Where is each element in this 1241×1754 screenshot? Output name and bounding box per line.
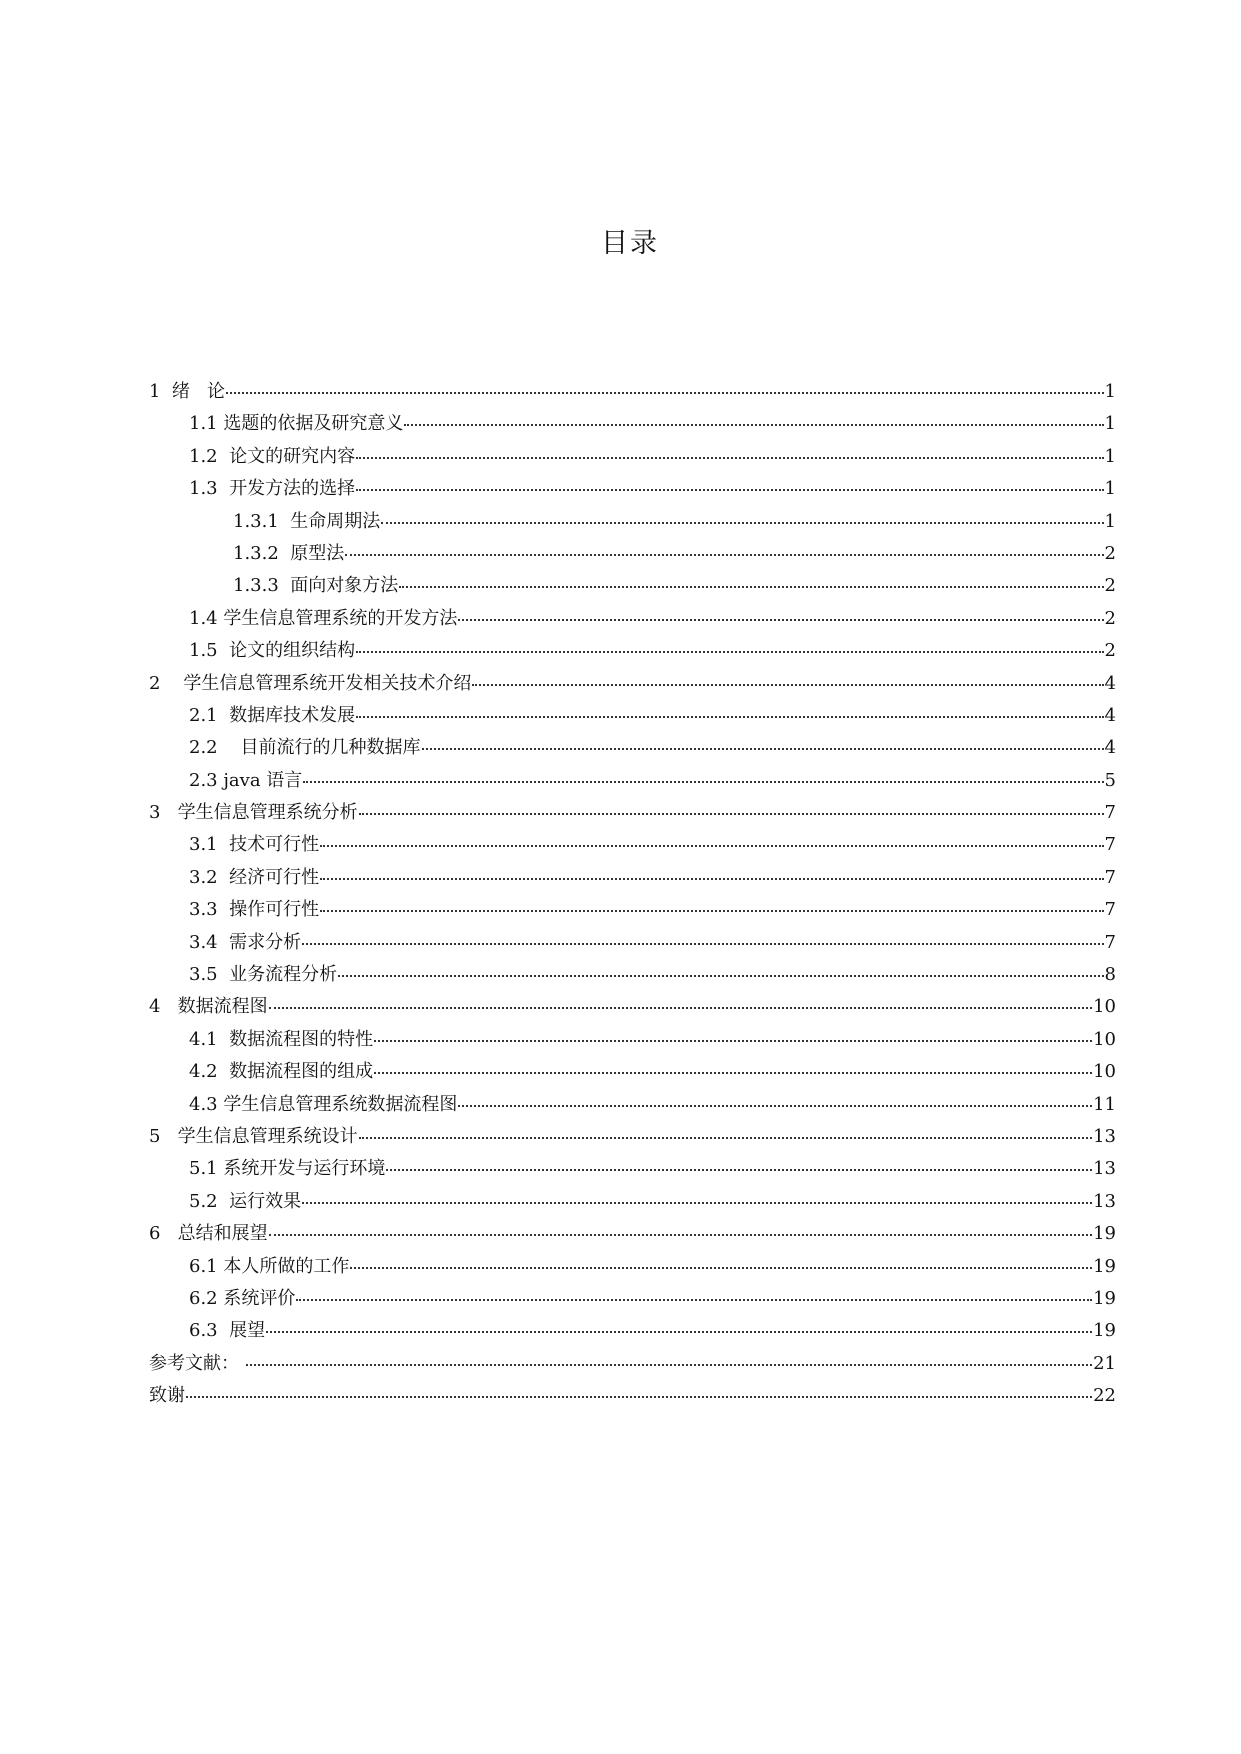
toc-entry[interactable]	[149, 635, 1116, 667]
toc-entry[interactable]	[149, 506, 1116, 538]
toc-entry-label: 2 学生信息管理系统开发相关技术介绍	[149, 672, 472, 694]
toc-entry-page: 19	[1093, 1255, 1116, 1277]
dot-leader	[266, 1330, 1092, 1333]
toc-entry-page: 19	[1093, 1320, 1116, 1342]
dot-leader	[356, 650, 1103, 653]
toc-entry-label: 6.2 系统评价	[189, 1287, 296, 1309]
toc-entry-label: 3.1 技术可行性	[189, 834, 320, 856]
toc-entry[interactable]	[149, 1056, 1116, 1088]
toc-entry[interactable]	[149, 570, 1116, 602]
dot-leader	[458, 1104, 1092, 1107]
toc-entry-page: 1	[1104, 381, 1116, 402]
toc-entry[interactable]	[149, 408, 1116, 440]
toc-entry-page: 13	[1093, 1125, 1116, 1147]
toc-entry-page: 13	[1093, 1190, 1116, 1212]
dot-leader	[320, 844, 1103, 847]
dot-leader	[269, 1233, 1092, 1236]
toc-entry-page: 13	[1093, 1158, 1116, 1180]
toc-entry-page: 1	[1104, 413, 1116, 435]
toc-entry-page: 7	[1104, 931, 1116, 953]
toc-entry[interactable]	[149, 1089, 1116, 1121]
dot-leader	[320, 877, 1103, 880]
toc-entry-page: 1	[1104, 510, 1116, 532]
dot-leader	[226, 391, 1103, 394]
toc-entry-page: 7	[1104, 866, 1116, 888]
toc-entry-label: 3.2 经济可行性	[189, 866, 320, 888]
toc-entry-label: 1.3.2 原型法	[233, 542, 345, 564]
toc-entry[interactable]	[149, 991, 1116, 1023]
dot-leader	[374, 1071, 1092, 1074]
toc-entry[interactable]	[149, 441, 1116, 473]
toc-entry[interactable]	[149, 959, 1116, 991]
toc-entry-label: 1 绪 论	[149, 381, 226, 402]
toc-entry-page: 7	[1104, 899, 1116, 921]
toc-entry-label: 4 数据流程图	[149, 996, 268, 1018]
toc-entry[interactable]	[149, 927, 1116, 959]
toc-entry[interactable]	[149, 1251, 1116, 1283]
toc-entry-page: 4	[1104, 672, 1116, 694]
dot-leader	[359, 1136, 1092, 1139]
toc-entry-label: 3.5 业务流程分析	[189, 964, 338, 986]
toc-entry-page: 5	[1104, 769, 1116, 791]
toc-entry-page: 19	[1093, 1287, 1116, 1309]
dot-leader	[320, 909, 1103, 912]
toc-entry-label: 3 学生信息管理系统分析	[149, 802, 358, 824]
toc-entry-page: 4	[1104, 737, 1116, 759]
toc-entry-page: 21	[1093, 1352, 1116, 1374]
toc-entry-label: 致谢	[149, 1385, 185, 1407]
toc-entry-label: 1.3.1 生命周期法	[233, 510, 381, 532]
toc-entry[interactable]	[149, 603, 1116, 635]
dot-leader	[186, 1395, 1092, 1398]
toc-entry[interactable]	[149, 1283, 1116, 1315]
toc-entry-label: 1.2 论文的研究内容	[189, 445, 356, 467]
toc-entry[interactable]	[149, 1315, 1116, 1347]
toc-entry-label: 1.3.3 面向对象方法	[233, 575, 399, 597]
dot-leader	[356, 456, 1103, 459]
toc-entry[interactable]	[149, 797, 1116, 829]
toc-entry[interactable]	[149, 1348, 1116, 1380]
dot-leader	[356, 715, 1103, 718]
dot-leader	[404, 423, 1103, 426]
dot-leader	[302, 942, 1103, 945]
toc-entry-label: 5.2 运行效果	[189, 1190, 302, 1212]
toc-entry[interactable]	[149, 668, 1116, 700]
toc-entry-page: 11	[1093, 1093, 1116, 1115]
toc-entry[interactable]	[149, 732, 1116, 764]
toc-entry-label: 3.4 需求分析	[189, 931, 302, 953]
toc-entry-label: 参考文献：	[149, 1352, 245, 1374]
toc-entry-label: 6.1 本人所做的工作	[189, 1255, 350, 1277]
toc-entry-page: 8	[1104, 964, 1116, 986]
toc-entry[interactable]	[149, 894, 1116, 926]
dot-leader	[350, 1266, 1092, 1269]
dot-leader	[246, 1363, 1092, 1366]
dot-leader	[399, 585, 1103, 588]
toc-entry-page: 10	[1093, 1028, 1116, 1050]
toc-entry-page: 22	[1093, 1385, 1116, 1407]
toc-entry-label: 6 总结和展望	[149, 1223, 268, 1245]
toc-entry[interactable]	[149, 1186, 1116, 1218]
toc-entry[interactable]	[149, 1121, 1116, 1153]
page-title: 目录	[601, 228, 659, 259]
dot-leader	[302, 1201, 1092, 1204]
toc-entry-label: 4.2 数据流程图的组成	[189, 1061, 374, 1083]
dot-leader	[374, 1039, 1092, 1042]
toc-entry-label: 5.1 系统开发与运行环境	[189, 1158, 386, 1180]
toc-entry-label: 1.1 选题的依据及研究意义	[189, 413, 404, 435]
dot-leader	[458, 618, 1103, 621]
toc-entry-page: 7	[1104, 834, 1116, 856]
dot-leader	[345, 553, 1103, 556]
toc-entry[interactable]	[149, 765, 1116, 797]
dot-leader	[386, 1168, 1092, 1171]
toc-entry-label: 2.3 java 语言	[189, 769, 303, 791]
toc-entry-label: 3.3 操作可行性	[189, 899, 320, 921]
toc-entry-page: 4	[1104, 704, 1116, 726]
dot-leader	[381, 521, 1103, 524]
toc-entry[interactable]	[149, 1024, 1116, 1056]
toc-entry-label: 5 学生信息管理系统设计	[149, 1125, 358, 1147]
toc-entry-label: 2.1 数据库技术发展	[189, 704, 356, 726]
dot-leader	[472, 683, 1103, 686]
toc-entry-page: 2	[1104, 640, 1116, 662]
dot-leader	[338, 974, 1103, 977]
dot-leader	[356, 488, 1103, 491]
toc-entry-page: 1	[1104, 445, 1116, 467]
toc-entry[interactable]	[149, 1218, 1116, 1250]
toc-entry[interactable]	[149, 376, 1116, 408]
dot-leader	[359, 812, 1104, 815]
toc-entry-page: 1	[1104, 478, 1116, 500]
toc-entry-label: 1.5 论文的组织结构	[189, 640, 356, 662]
toc-entry-page: 2	[1104, 575, 1116, 597]
dot-leader	[303, 780, 1103, 783]
toc-entry[interactable]	[149, 473, 1116, 505]
toc-entry-page: 10	[1093, 996, 1116, 1018]
dot-leader	[422, 747, 1104, 750]
toc-entry-label: 1.3 开发方法的选择	[189, 478, 356, 500]
dot-leader	[269, 1006, 1092, 1009]
toc-entry-page: 10	[1093, 1061, 1116, 1083]
toc-entry-label: 2.2 目前流行的几种数据库	[189, 737, 421, 759]
toc-entry-label: 4.1 数据流程图的特性	[189, 1028, 374, 1050]
toc-entry[interactable]	[149, 538, 1116, 570]
toc-entry-page: 19	[1093, 1223, 1116, 1245]
dot-leader	[296, 1298, 1092, 1301]
toc-entry-label: 6.3 展望	[189, 1320, 266, 1342]
toc-entry[interactable]	[149, 862, 1116, 894]
toc-entry-page: 7	[1104, 802, 1116, 824]
toc-entry-label: 4.3 学生信息管理系统数据流程图	[189, 1093, 458, 1115]
toc-entry[interactable]	[149, 1380, 1116, 1412]
toc-entry-page: 2	[1104, 542, 1116, 564]
toc-entry-label: 1.4 学生信息管理系统的开发方法	[189, 607, 458, 629]
toc-entry-page: 2	[1104, 607, 1116, 629]
toc-entry[interactable]	[149, 829, 1116, 861]
table-of-contents	[149, 376, 1116, 1413]
toc-entry[interactable]	[149, 1153, 1116, 1185]
toc-entry[interactable]	[149, 700, 1116, 732]
